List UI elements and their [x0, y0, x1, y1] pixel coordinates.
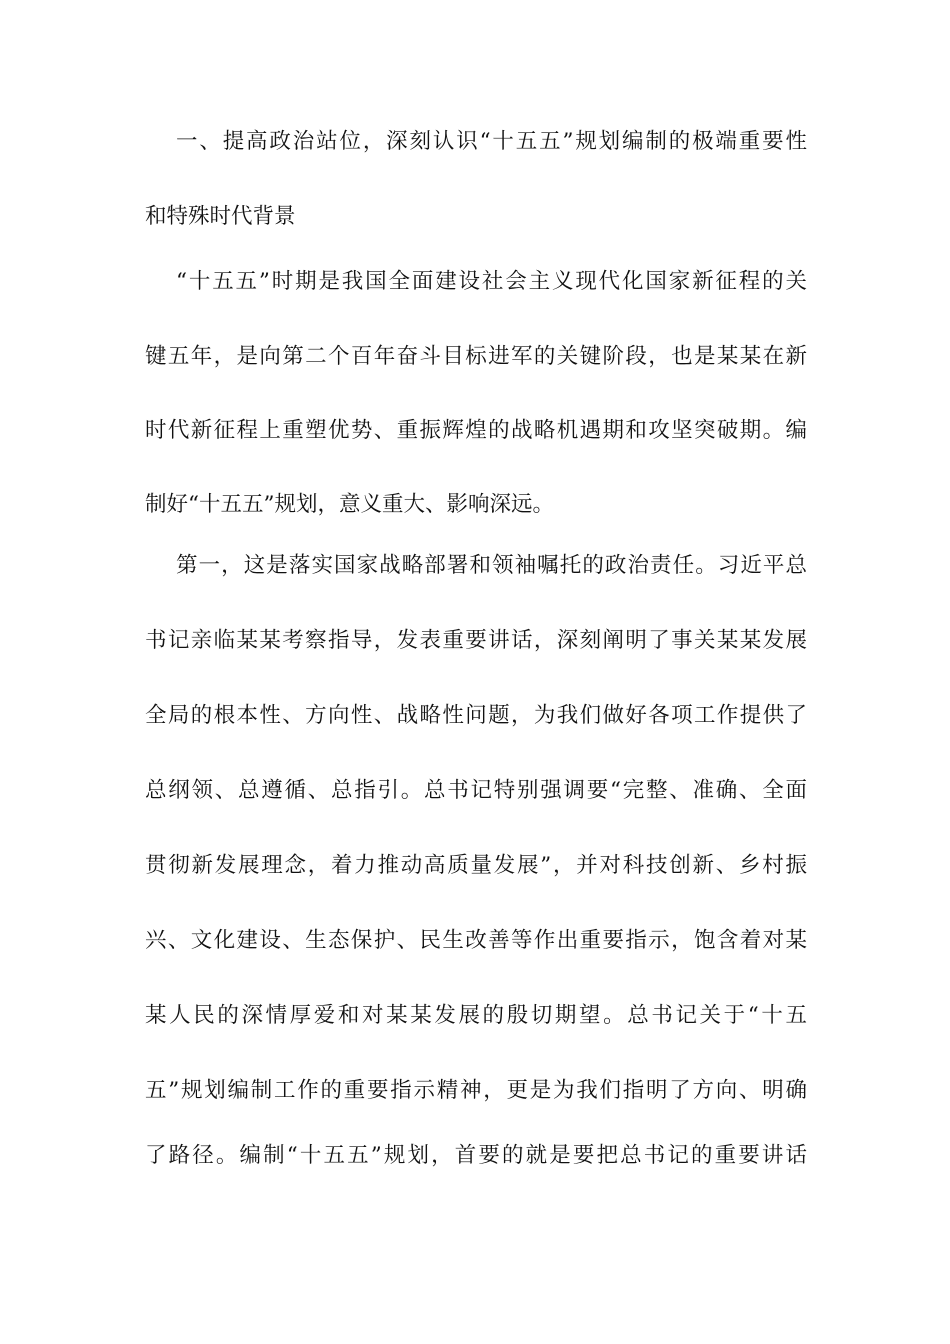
paragraph-2-line-3: 全局的根本性、方向性、战略性问题，为我们做好各项工作提供了 — [145, 703, 807, 728]
paragraph-2-line-7: 某人民的深情厚爱和对某某发展的殷切期望。总书记关于“十五 — [145, 1003, 807, 1028]
paragraph-2-line-4: 总纲领、总遵循、总指引。总书记特别强调要“完整、准确、全面 — [145, 778, 807, 803]
paragraph-2-line-1: 第一，这是落实国家战略部署和领袖嘱托的政治责任。习近平总 — [176, 553, 807, 578]
paragraph-2-line-8: 五”规划编制工作的重要指示精神，更是为我们指明了方向、明确 — [145, 1078, 807, 1103]
paragraph-1-line-1: “十五五”时期是我国全面建设社会主义现代化国家新征程的关 — [176, 269, 807, 294]
section-heading-line-1: 一、提高政治站位，深刻认识“十五五”规划编制的极端重要性 — [176, 129, 807, 154]
paragraph-1-line-3: 时代新征程上重塑优势、重振辉煌的战略机遇期和攻坚突破期。编 — [145, 418, 807, 443]
section-heading-line-2: 和特殊时代背景 — [145, 204, 296, 229]
paragraph-1-line-4: 制好“十五五”规划，意义重大、影响深远。 — [145, 492, 554, 517]
paragraph-1-line-2: 键五年，是向第二个百年奋斗目标进军的关键阶段，也是某某在新 — [145, 344, 807, 369]
paragraph-2-line-6: 兴、文化建设、生态保护、民生改善等作出重要指示，饱含着对某 — [145, 928, 807, 953]
paragraph-2-line-9: 了路径。编制“十五五”规划，首要的就是要把总书记的重要讲话 — [145, 1143, 807, 1168]
paragraph-2-line-2: 书记亲临某某考察指导，发表重要讲话，深刻阐明了事关某某发展 — [145, 628, 807, 653]
paragraph-2-line-5: 贯彻新发展理念，着力推动高质量发展”，并对科技创新、乡村振 — [145, 853, 807, 878]
